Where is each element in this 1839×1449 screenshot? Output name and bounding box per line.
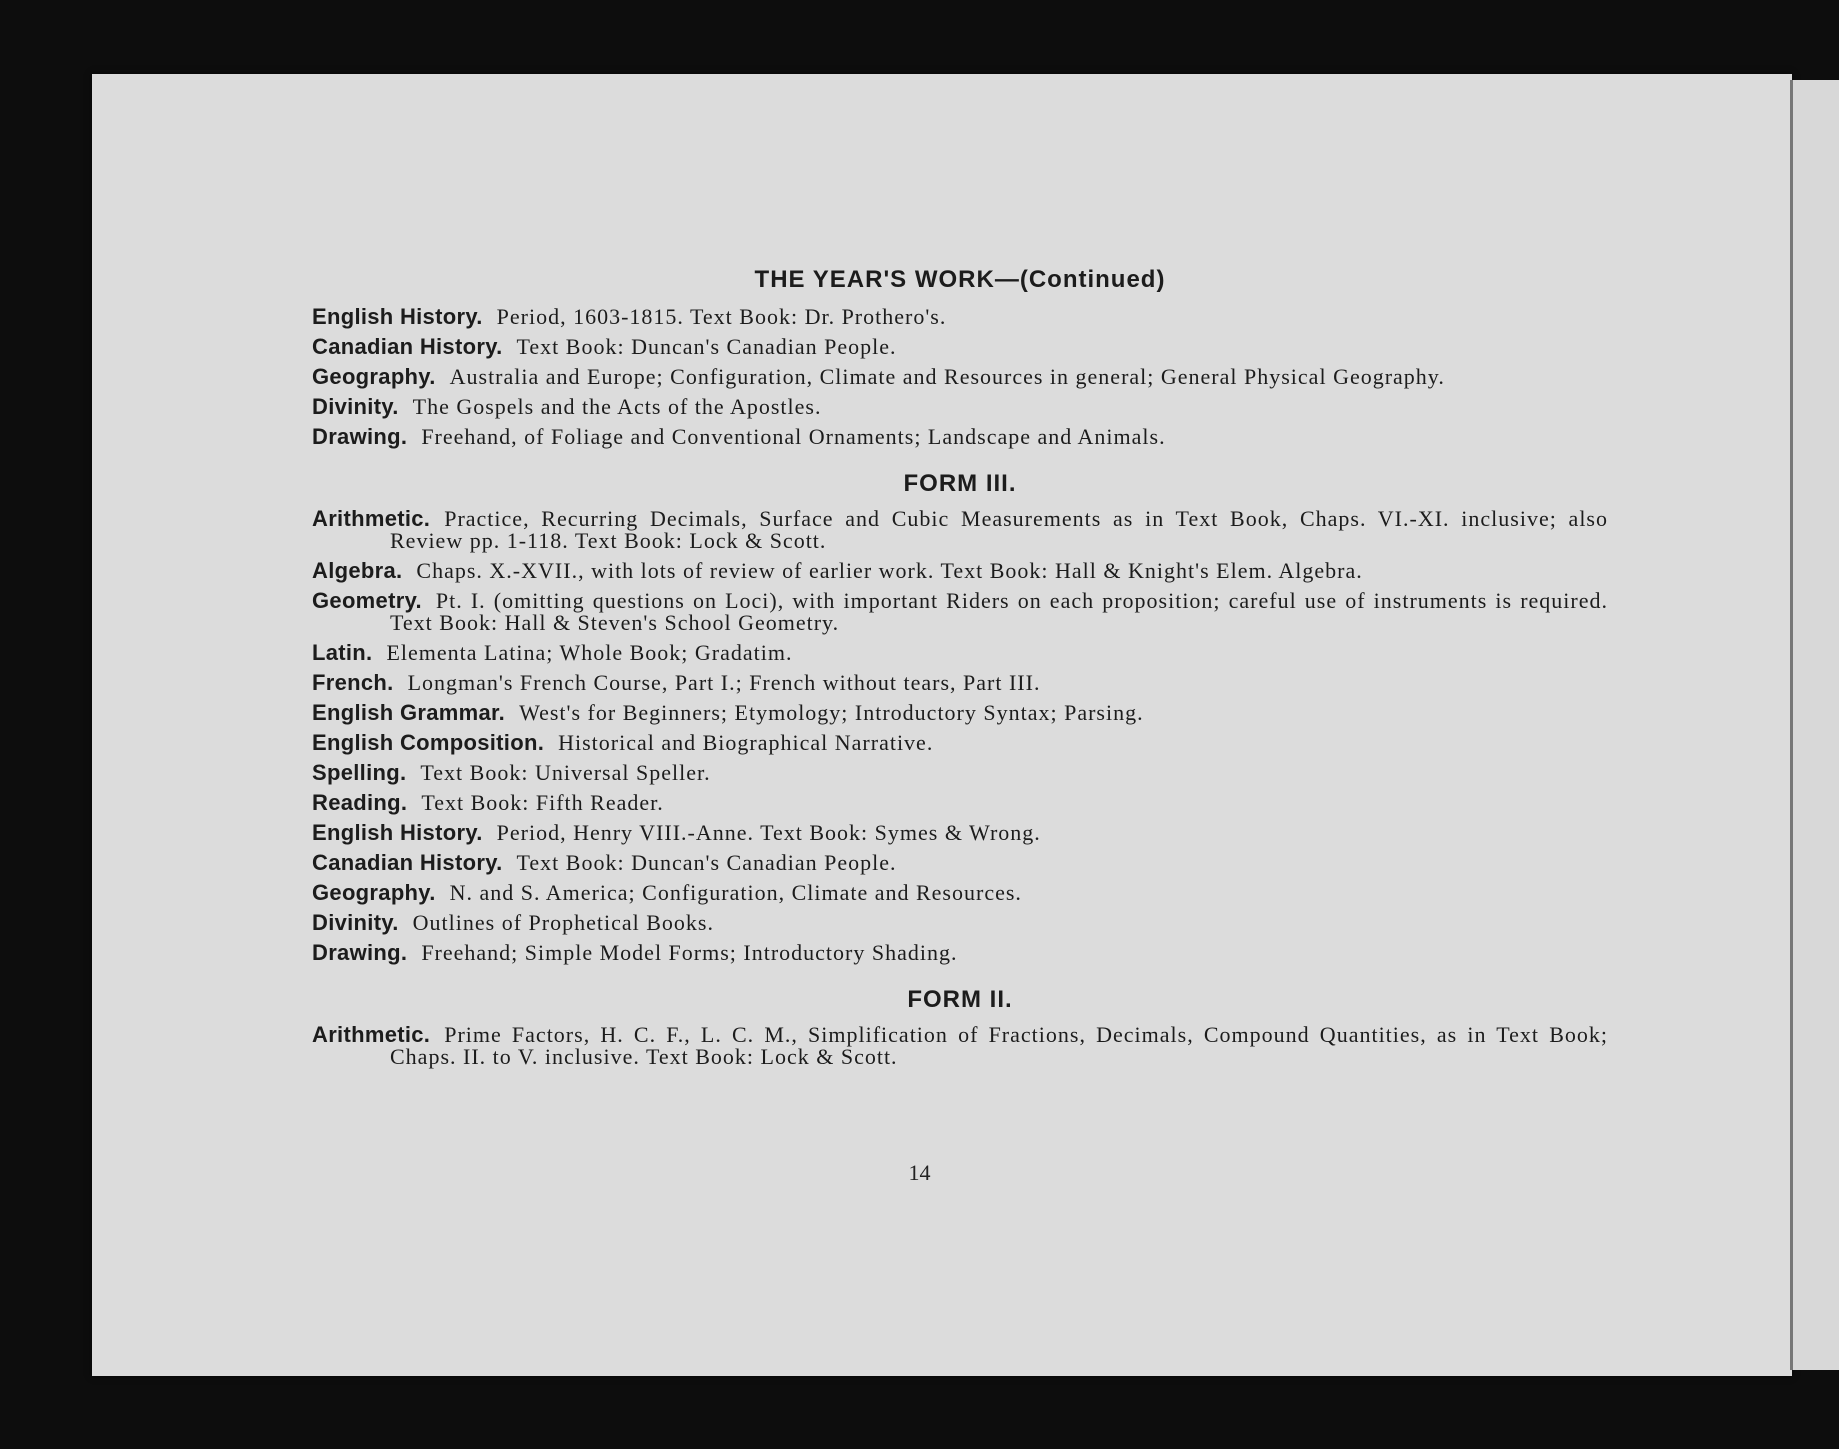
subject-label: Spelling. bbox=[312, 760, 407, 785]
subject-label: Reading. bbox=[312, 790, 408, 815]
entry-divinity bbox=[312, 396, 1608, 418]
entry-text: Freehand; Simple Model Forms; Introductory Shading. bbox=[421, 940, 958, 965]
subject-label: Divinity. bbox=[312, 910, 399, 935]
entry-english-history bbox=[312, 306, 1608, 328]
entry-latin bbox=[312, 642, 1608, 664]
subject-label: Drawing. bbox=[312, 424, 408, 449]
page-number: 14 bbox=[908, 1160, 931, 1185]
entry-text: Historical and Biographical Narrative. bbox=[558, 730, 934, 755]
entry-geography bbox=[312, 882, 1608, 904]
subject-label: English History. bbox=[312, 304, 483, 329]
entry-english-history bbox=[312, 822, 1608, 844]
entry-text: Freehand, of Foliage and Conventional Ornaments; Landscape and Animals. bbox=[421, 424, 1166, 449]
subject-label: Geometry. bbox=[312, 588, 422, 613]
form-ii-heading: FORM II. bbox=[907, 986, 1013, 1013]
entry-spelling bbox=[312, 762, 1608, 784]
entry-text: Chaps. X.-XVII., with lots of review of earlier work. Text Book: Hall & Knight's Elem. Algebra. bbox=[416, 558, 1363, 583]
subject-label: English Grammar. bbox=[312, 700, 506, 725]
entry-text: Longman's French Course, Part I.; French without tears, Part III. bbox=[407, 670, 1041, 695]
entry-divinity bbox=[312, 912, 1608, 934]
subject-label: Arithmetic. bbox=[312, 506, 431, 531]
subject-label: English History. bbox=[312, 820, 483, 845]
subject-label: Drawing. bbox=[312, 940, 408, 965]
subject-label: Algebra. bbox=[312, 558, 403, 583]
subject-label: Arithmetic. bbox=[312, 1022, 431, 1047]
entry-geography bbox=[312, 366, 1608, 388]
entry-text: Australia and Europe; Configuration, Climate and Resources in general; General Physical Geography. bbox=[449, 364, 1445, 389]
subject-label: Canadian History. bbox=[312, 850, 503, 875]
entry-arithmetic bbox=[312, 1024, 1608, 1068]
entry-canadian-history bbox=[312, 852, 1608, 874]
entry-french bbox=[312, 672, 1608, 694]
form-iii-section bbox=[312, 508, 1608, 964]
entry-reading bbox=[312, 792, 1608, 814]
entry-text: Text Book: Fifth Reader. bbox=[421, 790, 664, 815]
entry-text: Text Book: Duncan's Canadian People. bbox=[516, 334, 897, 359]
entry-text: Practice, Recurring Decimals, Surface and Cubic Measurements as in Text Book, Chaps. VI.-XI. inclusive; also Review pp. 1-118. Text Book: Lock & Scott. bbox=[390, 506, 1608, 553]
entry-text: Period, 1603-1815. Text Book: Dr. Prothero's. bbox=[496, 304, 947, 329]
entry-english-composition bbox=[312, 732, 1608, 754]
subject-label: Canadian History. bbox=[312, 334, 503, 359]
subject-label: French. bbox=[312, 670, 394, 695]
form-iii-heading: FORM III. bbox=[903, 470, 1017, 497]
entry-text: Period, Henry VIII.-Anne. Text Book: Symes & Wrong. bbox=[496, 820, 1041, 845]
entry-text: The Gospels and the Acts of the Apostles. bbox=[412, 394, 822, 419]
entry-canadian-history bbox=[312, 336, 1608, 358]
entry-text: Text Book: Duncan's Canadian People. bbox=[516, 850, 897, 875]
entry-text: N. and S. America; Configuration, Climate and Resources. bbox=[449, 880, 1022, 905]
entry-arithmetic bbox=[312, 508, 1608, 552]
entry-text: Pt. I. (omitting questions on Loci), with important Riders on each proposition; careful use of instruments is required. Text Book: Hall & Steven's School Geometry. bbox=[390, 588, 1608, 635]
subject-label: Divinity. bbox=[312, 394, 399, 419]
subject-label: English Composition. bbox=[312, 730, 545, 755]
continued-heading: THE YEAR'S WORK—(Continued) bbox=[754, 266, 1166, 293]
entry-drawing bbox=[312, 942, 1608, 964]
entry-text: Prime Factors, H. C. F., L. C. M., Simplification of Fractions, Decimals, Compound Quantities, as in Text Book; Chaps. II. to V. inclusive. Text Book: Lock & Scott. bbox=[390, 1022, 1608, 1069]
form-ii-section bbox=[312, 1024, 1608, 1068]
subject-label: Geography. bbox=[312, 364, 436, 389]
subject-label: Geography. bbox=[312, 880, 436, 905]
continued-section bbox=[312, 306, 1608, 448]
entry-text: Elementa Latina; Whole Book; Gradatim. bbox=[386, 640, 793, 665]
entry-geometry bbox=[312, 590, 1608, 634]
entry-text: Text Book: Universal Speller. bbox=[420, 760, 711, 785]
entry-text: Outlines of Prophetical Books. bbox=[412, 910, 714, 935]
subject-label: Latin. bbox=[312, 640, 373, 665]
entry-algebra bbox=[312, 560, 1608, 582]
page-content bbox=[312, 258, 1608, 1076]
entry-text: West's for Beginners; Etymology; Introductory Syntax; Parsing. bbox=[519, 700, 1144, 725]
entry-english-grammar bbox=[312, 702, 1608, 724]
entry-drawing bbox=[312, 426, 1608, 448]
